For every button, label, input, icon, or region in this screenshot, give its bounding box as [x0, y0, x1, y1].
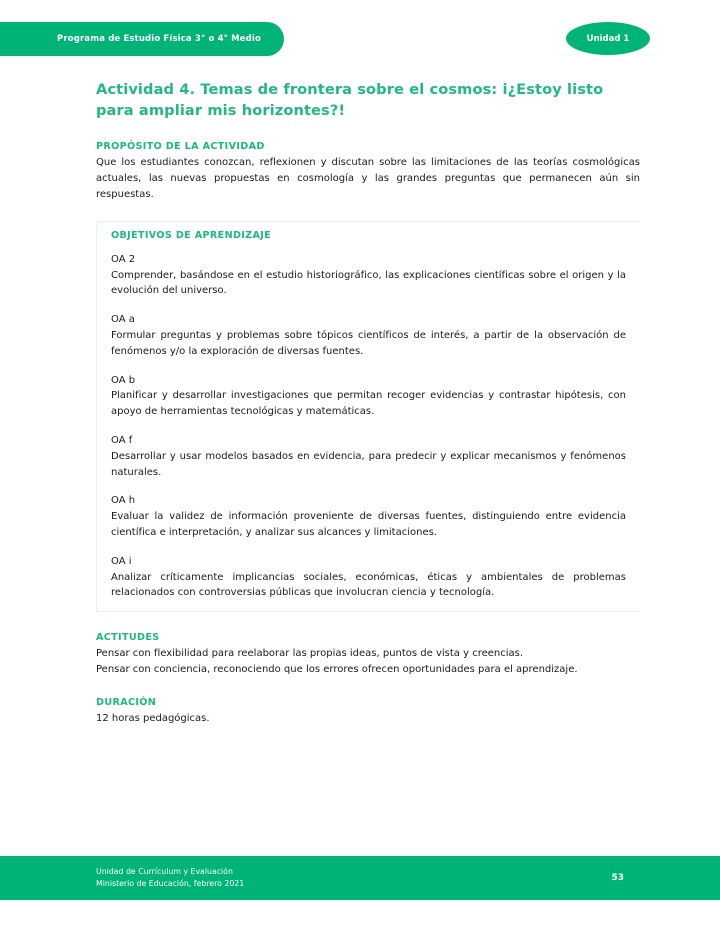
footer-line-1: Unidad de Currículum y Evaluación	[96, 866, 233, 876]
objetivo-description: Planificar y desarrollar investigaciones que permitan recoger evidencias y contrastar hipótesis, con apoyo de herramientas tecnológicas y matemáticas.	[111, 390, 626, 418]
page-number: 53	[611, 873, 624, 883]
objetivo-item	[111, 312, 640, 359]
objetivo-code: OA 2	[111, 253, 136, 265]
proposito-text: Que los estudiantes conozcan, reflexionen y discutan sobre las limitaciones de las teorías cosmológicas actuales, las nuevas propuestas en cosmología y las grandes preguntas que permanecen aún sin respuestas.	[96, 157, 640, 201]
objetivo-code: OA b	[111, 374, 136, 386]
unit-badge-label: Unidad 1	[586, 33, 630, 44]
objetivo-description: Comprender, basándose en el estudio historiográfico, las explicaciones científicas sobre el origen y la evolución del universo.	[111, 269, 626, 297]
objetivo-code: OA a	[111, 314, 135, 326]
objetivo-code: OA f	[111, 435, 133, 446]
objetivo-description: Formular preguntas y problemas sobre tópicos científicos de interés, a partir de la observación de fenómenos y/o la exploración de diversas fuentes.	[111, 330, 626, 357]
page-header	[0, 22, 720, 56]
activity-title: Actividad 4. Temas de frontera sobre el cosmos: i¿Estoy listo para ampliar mis horizontes?!	[96, 81, 604, 119]
objetivo-item	[111, 252, 640, 299]
proposito-section	[96, 141, 640, 202]
duracion-text: 12 horas pedagógicas.	[96, 712, 210, 724]
objetivos-box	[96, 221, 640, 612]
page-content	[96, 80, 640, 745]
objetivo-item	[111, 493, 640, 540]
unit-badge	[566, 22, 650, 55]
objetivo-description: Evaluar la validez de información proveniente de diversas fuentes, distinguiendo entre evidencia científica e interpretación, y analizar sus alcances y limitaciones.	[111, 511, 626, 538]
program-title-label: Programa de Estudio Física 3° o 4° Medio	[57, 34, 261, 44]
objetivos-heading: OBJETIVOS DE APRENDIZAJE	[111, 229, 272, 241]
program-title-tab	[0, 22, 284, 56]
footer-line-2: Ministerio de Educación, febrero 2021	[96, 879, 245, 888]
actitudes-heading: ACTITUDES	[96, 632, 160, 644]
footer-credits	[96, 866, 244, 890]
page-footer	[0, 856, 720, 900]
actitud-line: Pensar con conciencia, reconociendo que los errores ofrecen oportunidades para el aprendizaje.	[96, 664, 578, 676]
actitudes-section	[96, 632, 640, 678]
objetivo-code: OA h	[111, 495, 136, 507]
objetivo-item	[111, 373, 640, 420]
duracion-section	[96, 697, 640, 727]
proposito-heading: PROPÓSITO DE LA ACTIVIDAD	[96, 141, 265, 153]
objetivo-code: OA i	[111, 555, 132, 567]
objetivo-description: Desarrollar y usar modelos basados en evidencia, para predecir y explicar mecanismos y fenómenos naturales.	[111, 450, 626, 478]
objetivo-description: Analizar críticamente implicancias sociales, económicas, éticas y ambientales de problemas relacionados con controversias públicas que involucran ciencia y tecnología.	[111, 571, 626, 599]
objetivo-item	[111, 554, 640, 601]
objetivo-item	[111, 433, 640, 480]
duracion-heading: DURACIÓN	[96, 696, 157, 708]
actitud-line: Pensar con flexibilidad para reelaborar las propias ideas, puntos de vista y creencias.	[96, 648, 524, 660]
